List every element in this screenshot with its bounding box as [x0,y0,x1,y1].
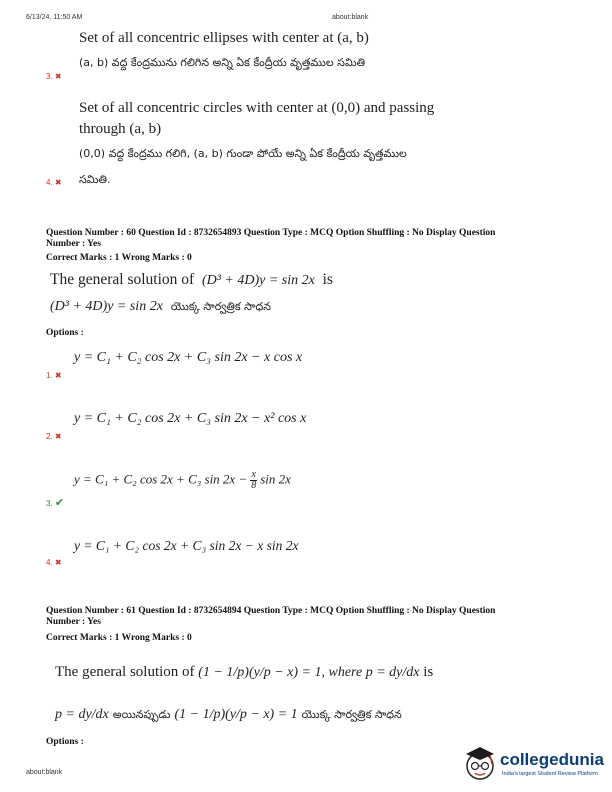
wrong-icon: ✖ [54,558,62,567]
print-datetime: 6/13/24, 11:50 AM [26,14,83,21]
prev-option2-text-te: (a, b) వద్ద కేంద్రమును గలిగిన అన్ని ఏక కేంద్రీయ వృత్తముల సమితి [79,56,366,69]
q60-option1-equation: y = C₁ + C₂ cos 2x + C₃ sin 2x − x cos x [74,350,303,365]
q60-marks: Correct Marks : 1 Wrong Marks : 0 [46,253,192,263]
prev-option3-line1: Set of all concentric circles with center at (0,0) and passing [79,100,435,116]
q60-options-label: Options : [46,328,84,338]
q60-option4-equation: y = C₁ + C₂ cos 2x + C₃ sin 2x − x sin 2x [74,538,299,553]
q60-option3-number: 3. ✔ [46,497,65,509]
q61-question-te: p = dy/dx అయినప్పుడు (1 − 1/p)(y/p − x) = 1 యొక్క సార్వత్రిక సాధన [55,707,402,722]
wrong-icon: ✖ [54,72,62,81]
prev-option4-number: 4. ✖ [46,178,62,187]
graduate-mascot-icon [462,744,498,784]
fraction: $\frac{x}{8}$ [251,469,257,491]
prev-option2-text-en: Set of all concentric ellipses with center at (a, b) [79,30,369,46]
q60-header: Question Number : 60 Question Id : 8732654893 Question Type : MCQ Option Shuffling : No Display Question Number : Yes [46,228,496,249]
wrong-icon: ✖ [54,371,62,380]
correct-check-icon: ✔ [54,497,65,509]
q60-option3-equation: y = C₁ + C₂ cos 2x + C₃ sin 2x − $\frac{x}{8}$ sin 2x [74,469,291,491]
print-title: about:blank [332,14,369,21]
q60-question-te: (D³ + 4D)y = sin 2x యొక్క సార్వత్రిక సాధన [50,299,271,314]
wrong-icon: ✖ [54,178,62,187]
q60-option1-number: 1. ✖ [46,371,62,380]
prev-option3-te-line1: (0,0) వద్ద కేంద్రము గలిగి, (a, b) గుండా పోయే అన్ని ఏక కేంద్రీయ వృత్తముల [79,147,407,160]
q61-question-equation: (1 − 1/p)(y/p − x) = 1, where p = dy/dx [198,665,420,680]
q60-option4-number: 4. ✖ [46,558,62,567]
q61-question-en: The general solution of (1 − 1/p)(y/p − x) = 1, where p = dy/dx is [55,664,434,680]
q61-header: Question Number : 61 Question Id : 8732654894 Question Type : MCQ Option Shuffling : No Display Question Number : Yes [46,606,496,627]
logo-wordmark: collegedunia [500,750,604,769]
q61-options-label: Options : [46,737,84,747]
logo-tagline: India's largest Student Review Platform [502,771,598,777]
q60-option2-equation: y = C₁ + C₂ cos 2x + C₃ sin 2x − x² cos x [74,411,307,426]
q60-option2-number: 2. ✖ [46,432,62,441]
prev-option3-te-line2: సమితి. [79,173,111,186]
print-footer-url: about:blank [26,769,63,776]
wrong-icon: ✖ [54,432,62,441]
q61-marks: Correct Marks : 1 Wrong Marks : 0 [46,633,192,643]
prev-option3-number: 3. ✖ [46,72,62,81]
collegedunia-logo [462,742,608,788]
prev-option3-line2: through (a, b) [79,121,162,137]
q60-question-en: The general solution of (D³ + 4D)y = sin 2x is [50,271,333,288]
q60-question-equation: (D³ + 4D)y = sin 2x [201,273,315,288]
